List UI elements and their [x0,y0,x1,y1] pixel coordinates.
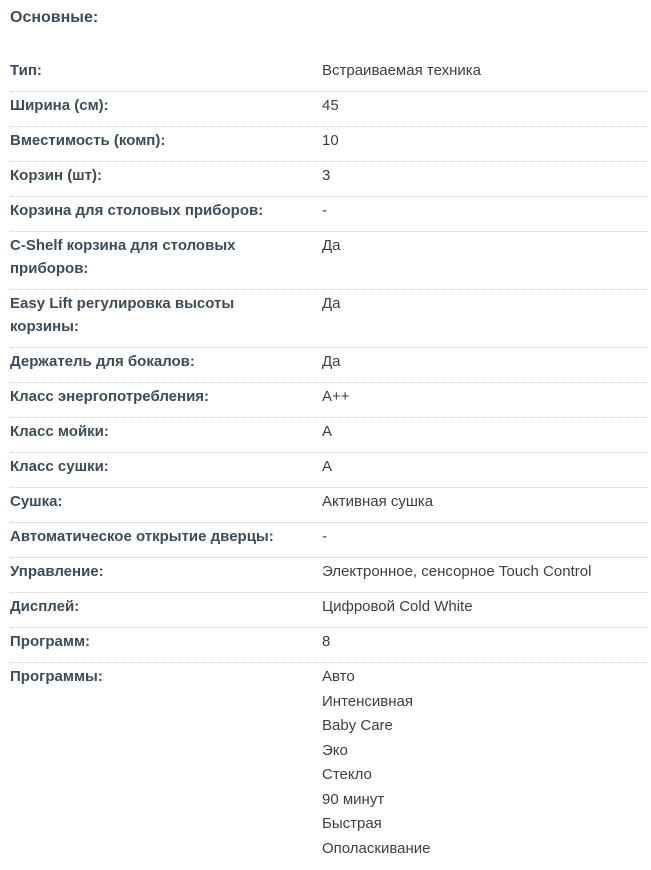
spec-row [10,628,647,663]
spec-value-line: - [322,202,327,219]
spec-value-line: 8 [322,633,331,650]
spec-row [10,127,647,162]
spec-row [10,92,647,127]
spec-table [10,57,647,870]
spec-value [322,525,647,548]
spec-label: Класс сушки: [10,458,109,475]
spec-value-line: - [322,528,327,545]
spec-row [10,232,647,290]
spec-label: Тип: [10,62,42,79]
spec-label: Корзина для столовых приборов: [10,202,264,219]
spec-value [322,630,647,653]
spec-value-line: Активная сушка [322,493,434,510]
spec-label: Ширина (см): [10,97,109,114]
spec-value-line: Цифровой Cold White [322,598,473,615]
spec-value-line: А [322,423,333,440]
spec-value-line: Встраиваемая техника [322,62,481,79]
spec-value-line: Эко [322,741,348,759]
spec-value-line: Да [322,353,341,370]
spec-value [322,94,647,117]
spec-value [322,292,647,315]
spec-label: Автоматическое открытие дверцы: [10,528,274,545]
spec-label: Класс энергопотребления: [10,388,210,405]
spec-row [10,197,647,232]
spec-value-line: Да [322,295,341,312]
spec-value [322,560,647,583]
spec-row [10,348,647,383]
spec-value [322,350,647,373]
spec-row [10,453,647,488]
spec-value [322,199,647,222]
spec-value-line: Электронное, сенсорное Touch Control [322,563,592,580]
spec-value [322,385,647,408]
spec-label: Дисплей: [10,598,80,615]
spec-value-line: Стекло [322,766,372,783]
spec-value-line: 90 минут [322,790,385,808]
spec-value [322,129,647,152]
spec-label: Класс мойки: [10,423,109,440]
spec-value-line: Ополаскивание [322,839,431,857]
spec-value [322,59,647,82]
spec-row [10,290,647,348]
spec-row [10,558,647,593]
spec-value-line: А++ [322,388,350,405]
spec-row [10,383,647,418]
spec-value [322,164,647,187]
spec-value [322,455,647,478]
spec-value [322,490,647,513]
spec-label: C-Shelf корзина для столовых приборов: [10,237,236,277]
spec-value-line: Авто [322,668,355,685]
spec-value [322,234,647,257]
section-title: Основные: [10,9,99,26]
spec-value-line: Интенсивная [322,692,413,710]
spec-row [10,162,647,197]
spec-value-line: Baby Care [322,717,393,734]
spec-value [322,420,647,443]
spec-row [10,57,647,92]
spec-row [10,418,647,453]
spec-value-line: Быстрая [322,815,382,832]
spec-label: Программы: [10,668,103,685]
spec-value-line: 3 [322,167,331,184]
spec-label: Программ: [10,633,91,650]
spec-row [10,663,647,870]
spec-row [10,488,647,523]
spec-label: Корзин (шт): [10,167,103,184]
spec-label: Easy Lift регулировка высоты корзины: [10,295,235,335]
spec-value-line: 45 [322,97,339,114]
spec-row [10,523,647,558]
spec-row [10,593,647,628]
spec-label: Держатель для бокалов: [10,353,195,370]
spec-label: Управление: [10,563,104,580]
spec-value-line: 10 [322,132,339,149]
spec-label: Сушка: [10,493,63,510]
spec-value-line: А [322,458,333,475]
spec-value-line: Да [322,237,341,254]
spec-value [322,595,647,618]
spec-label: Вместимость (комп): [10,132,166,149]
spec-value [322,665,647,861]
